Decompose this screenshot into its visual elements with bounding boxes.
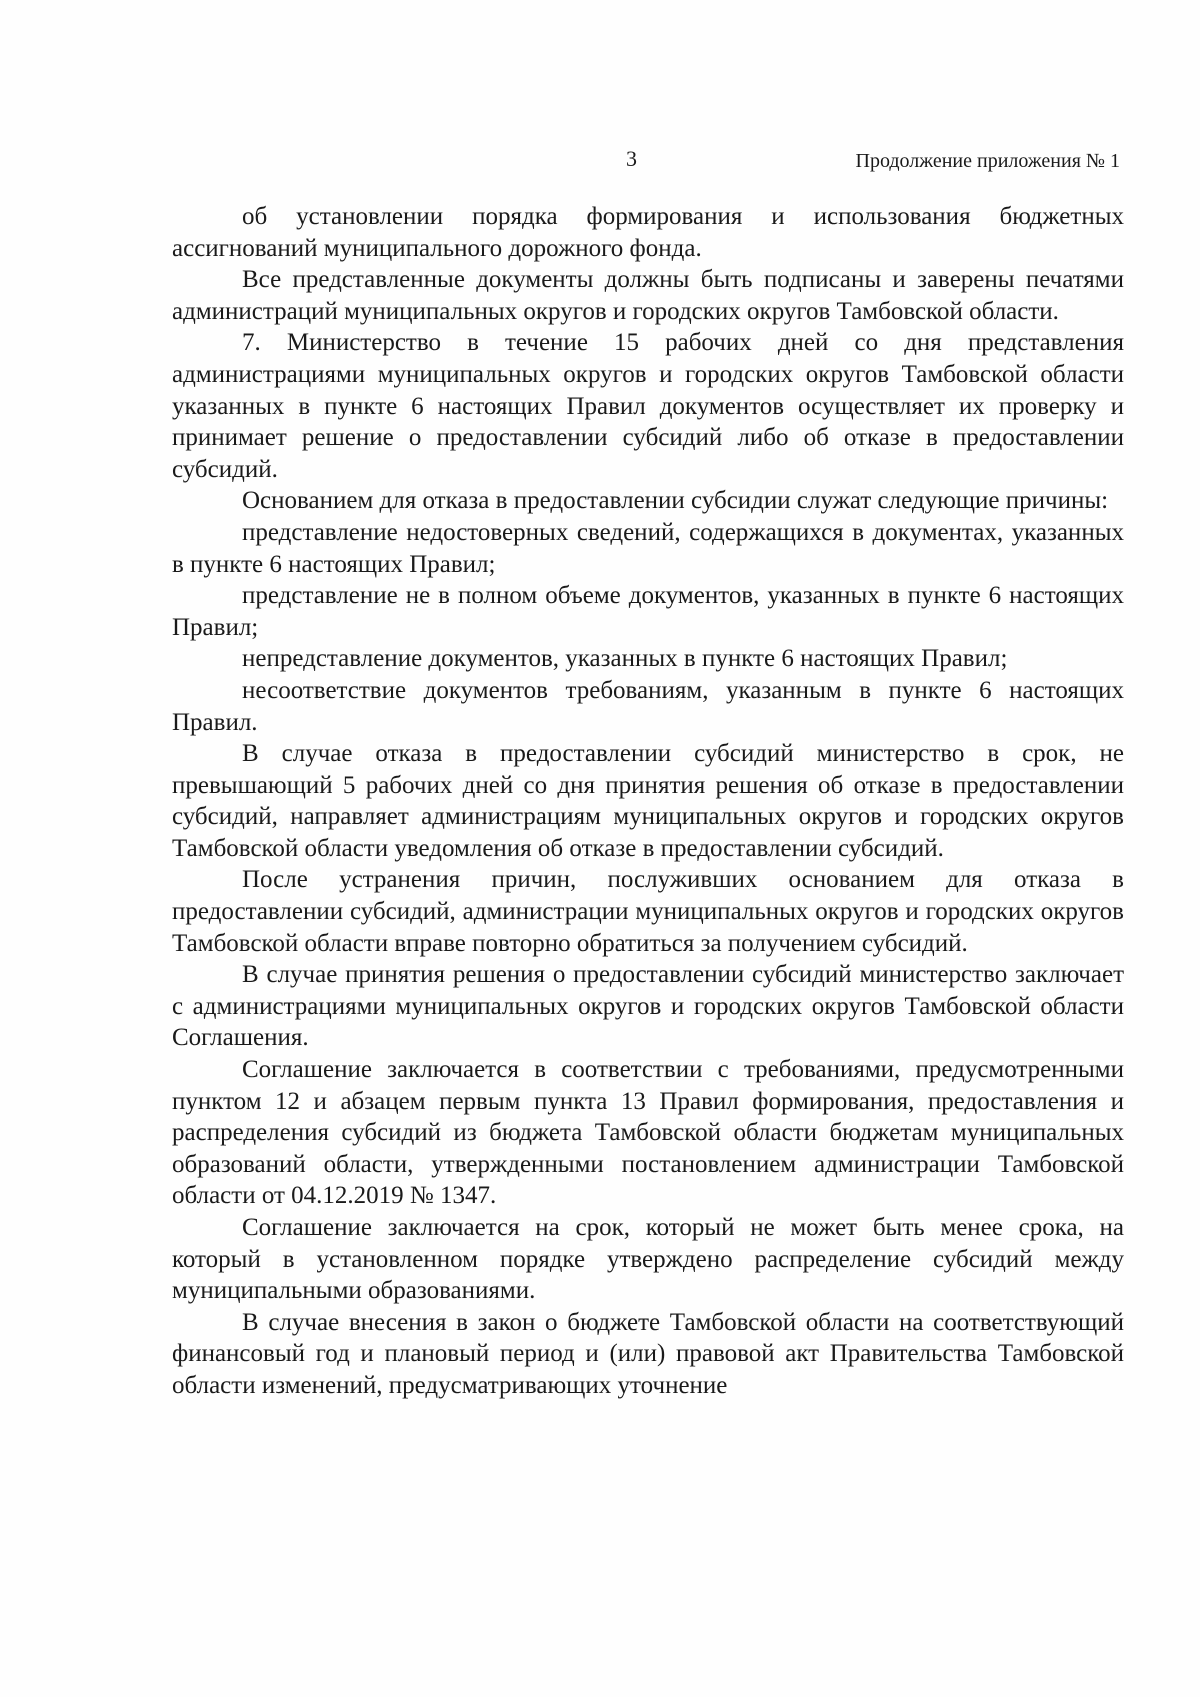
paragraph-reason-3: непредставление документов, указанных в пункте 6 настоящих Правил;: [242, 645, 1008, 673]
paragraph-reason-2: представление не в полном объеме документов, указанных в пункте 6 настоящих Правил;: [172, 582, 1124, 641]
paragraph-signatures: Все представленные документы должны быть подписаны и заверены печатями администраций муниципальных округов и городских округов Тамбовской области.: [172, 266, 1124, 325]
running-header: Продолжение приложения № 1: [855, 150, 1120, 172]
paragraph-refusal-grounds: Основанием для отказа в предоставлении субсидии служат следующие причины:: [242, 487, 1109, 515]
paragraph-reason-4: несоответствие документов требованиям, указанным в пункте 6 настоящих Правил.: [172, 676, 1124, 736]
document-body: [172, 201, 1124, 1402]
paragraph-agreement-decision: В случае принятия решения о предоставлении субсидий министерство заключает с администрациями муниципальных округов и городских округов Тамбовской области Соглашения.: [172, 961, 1124, 1052]
paragraph-item-7: 7. Министерство в течение 15 рабочих дней со дня представления администрациями муниципальных округов и городских округов Тамбовской области указанных в пункте 6 настоящих Правил документов осуществляет их проверку и принимает решение о предоставлении субсидий либо об отказе в предоставлении субсидий.: [172, 329, 1124, 483]
paragraph-refusal-notice: В случае отказа в предоставлении субсидий министерство в срок, не превышающий 5 рабочих дней со дня принятия решения об отказе в предоставлении субсидий, направляет администрациям муниципальных округов и городских округов Тамбовской области уведомления об отказе в предоставлении субсидий.: [172, 740, 1124, 862]
paragraph-agreement-requirements: Соглашение заключается в соответствии с требованиями, предусмотренными пунктом 12 и абзацем первым пункта 13 Правил формирования, предоставления и распределения субсидий из бюджета Тамбовской области бюджетам муниципальных образований области, утвержденными постановлением администрации Тамбовской области от 04.12.2019 № 1347.: [172, 1056, 1124, 1210]
paragraph-agreement-term: Соглашение заключается на срок, который не может быть менее срока, на который в установленном порядке утверждено распределение субсидий между муниципальными образованиями.: [172, 1214, 1124, 1305]
paragraph-continuation: об установлении порядка формирования и использования бюджетных ассигнований муниципального дорожного фонда.: [172, 203, 1124, 262]
paragraph-budget-changes: В случае внесения в закон о бюджете Тамбовской области на соответствующий финансовый год и плановый период и (или) правовой акт Правительства Тамбовской области изменений, предусматривающих уточнение: [172, 1308, 1124, 1399]
page-number: 3: [626, 146, 637, 171]
paragraph-reason-1: представление недостоверных сведений, содержащихся в документах, указанных в пункте 6 настоящих Правил;: [172, 518, 1124, 578]
paragraph-reapply: После устранения причин, послуживших основанием для отказа в предоставлении субсидий, администрации муниципальных округов и городских округов Тамбовской области вправе повторно обратиться за получением субсидий.: [172, 866, 1124, 957]
